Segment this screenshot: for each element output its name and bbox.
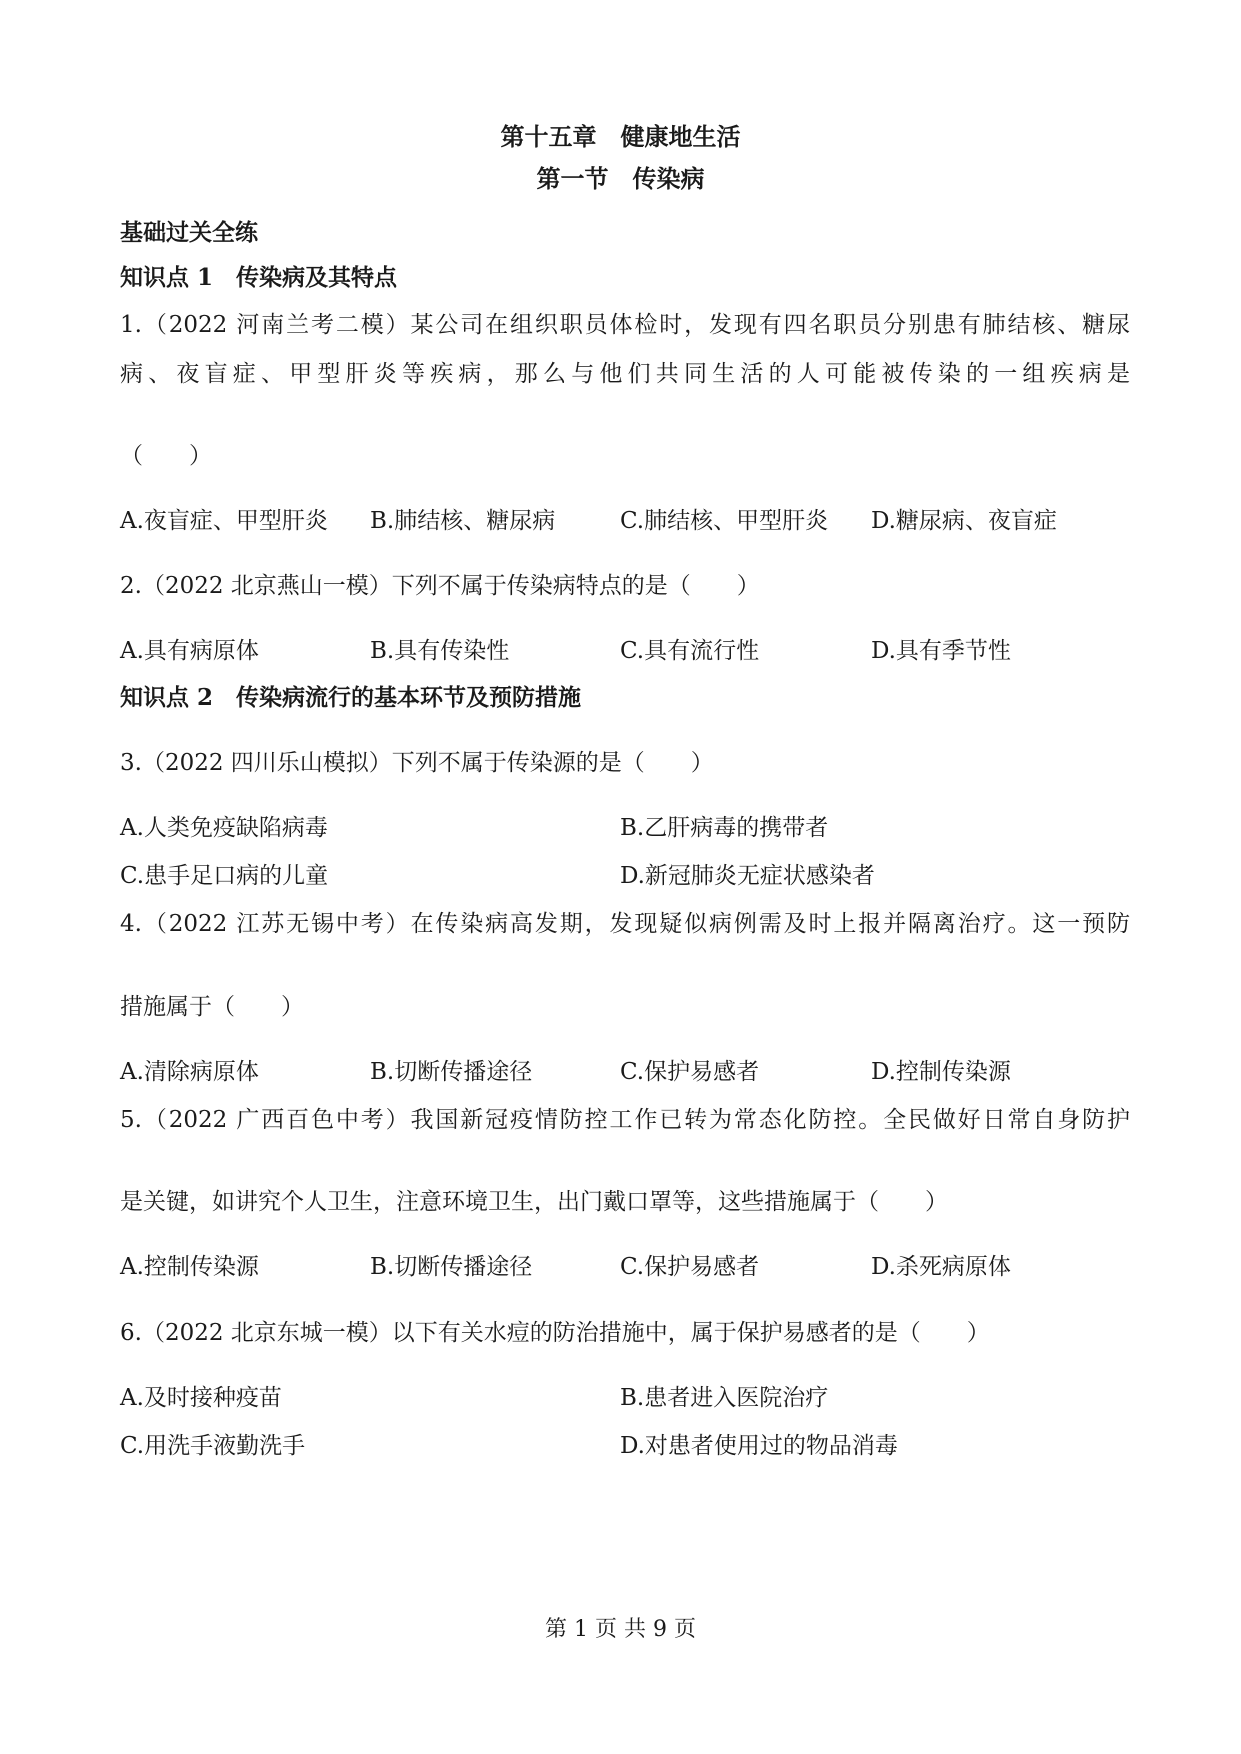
question-6-option-a: A.及时接种疫苗: [120, 1385, 282, 1411]
question-3-option-b: B.乙肝病毒的携带者: [620, 815, 829, 841]
question-5-option-c: C.保护易感者: [620, 1254, 760, 1280]
question-4-line-1: 4.（2022 江苏无锡中考）在传染病高发期，发现疑似病例需及时上报并隔离治疗。这一预防: [120, 911, 1130, 937]
question-1-answer-blank: （ ）: [120, 443, 212, 469]
question-6-option-d: D.对患者使用过的物品消毒: [620, 1433, 898, 1459]
question-1-option-a: A.夜盲症、甲型肝炎: [120, 508, 328, 534]
question-6-stem: 6.（2022 北京东城一模）以下有关水痘的防治措施中，属于保护易感者的是（ ）: [120, 1320, 990, 1346]
question-3-option-a: A.人类免疫缺陷病毒: [120, 815, 328, 841]
question-3-stem: 3.（2022 四川乐山模拟）下列不属于传染源的是（ ）: [120, 750, 714, 776]
question-1-option-c: C.肺结核、甲型肝炎: [620, 508, 829, 534]
question-1-line-1: 1.（2022 河南兰考二模）某公司在组织职员体检时，发现有四名职员分别患有肺结核、糖尿: [120, 312, 1130, 338]
section-title: 第一节 传染病: [536, 164, 705, 193]
question-6-option-b: B.患者进入医院治疗: [620, 1385, 829, 1411]
knowledge-point-2: 知识点 2 传染病流行的基本环节及预防措施: [120, 684, 582, 711]
question-3-option-d: D.新冠肺炎无症状感染者: [620, 863, 875, 889]
chapter-title: 第十五章 健康地生活: [500, 122, 741, 151]
exercise-heading: 基础过关全练: [120, 219, 258, 246]
question-1-option-b: B.肺结核、糖尿病: [370, 508, 556, 534]
question-6-option-c: C.用洗手液勤洗手: [120, 1433, 306, 1459]
question-2-option-d: D.具有季节性: [871, 638, 1011, 664]
question-5-option-d: D.杀死病原体: [871, 1254, 1011, 1280]
knowledge-point-1: 知识点 1 传染病及其特点: [120, 264, 398, 291]
question-5-option-a: A.控制传染源: [120, 1254, 259, 1280]
page-footer: 第 1 页 共 9 页: [545, 1617, 696, 1642]
question-1-option-d: D.糖尿病、夜盲症: [871, 508, 1057, 534]
question-5-line-1: 5.（2022 广西百色中考）我国新冠疫情防控工作已转为常态化防控。全民做好日常自身防护: [120, 1107, 1130, 1133]
question-5-line-2: 是关键，如讲究个人卫生，注意环境卫生，出门戴口罩等，这些措施属于（ ）: [120, 1189, 948, 1215]
question-1-line-2: 病、夜盲症、甲型肝炎等疾病，那么与他们共同生活的人可能被传染的一组疾病是: [120, 361, 1130, 387]
question-2-stem: 2.（2022 北京燕山一模）下列不属于传染病特点的是（ ）: [120, 573, 760, 599]
question-3-option-c: C.患手足口病的儿童: [120, 863, 329, 889]
question-2-option-c: C.具有流行性: [620, 638, 760, 664]
question-4-option-d: D.控制传染源: [871, 1059, 1011, 1085]
question-2-option-a: A.具有病原体: [120, 638, 259, 664]
question-4-option-c: C.保护易感者: [620, 1059, 760, 1085]
question-2-option-b: B.具有传染性: [370, 638, 510, 664]
question-4-line-2: 措施属于（ ）: [120, 994, 304, 1020]
question-4-option-a: A.清除病原体: [120, 1059, 259, 1085]
question-4-option-b: B.切断传播途径: [370, 1059, 533, 1085]
question-5-option-b: B.切断传播途径: [370, 1254, 533, 1280]
